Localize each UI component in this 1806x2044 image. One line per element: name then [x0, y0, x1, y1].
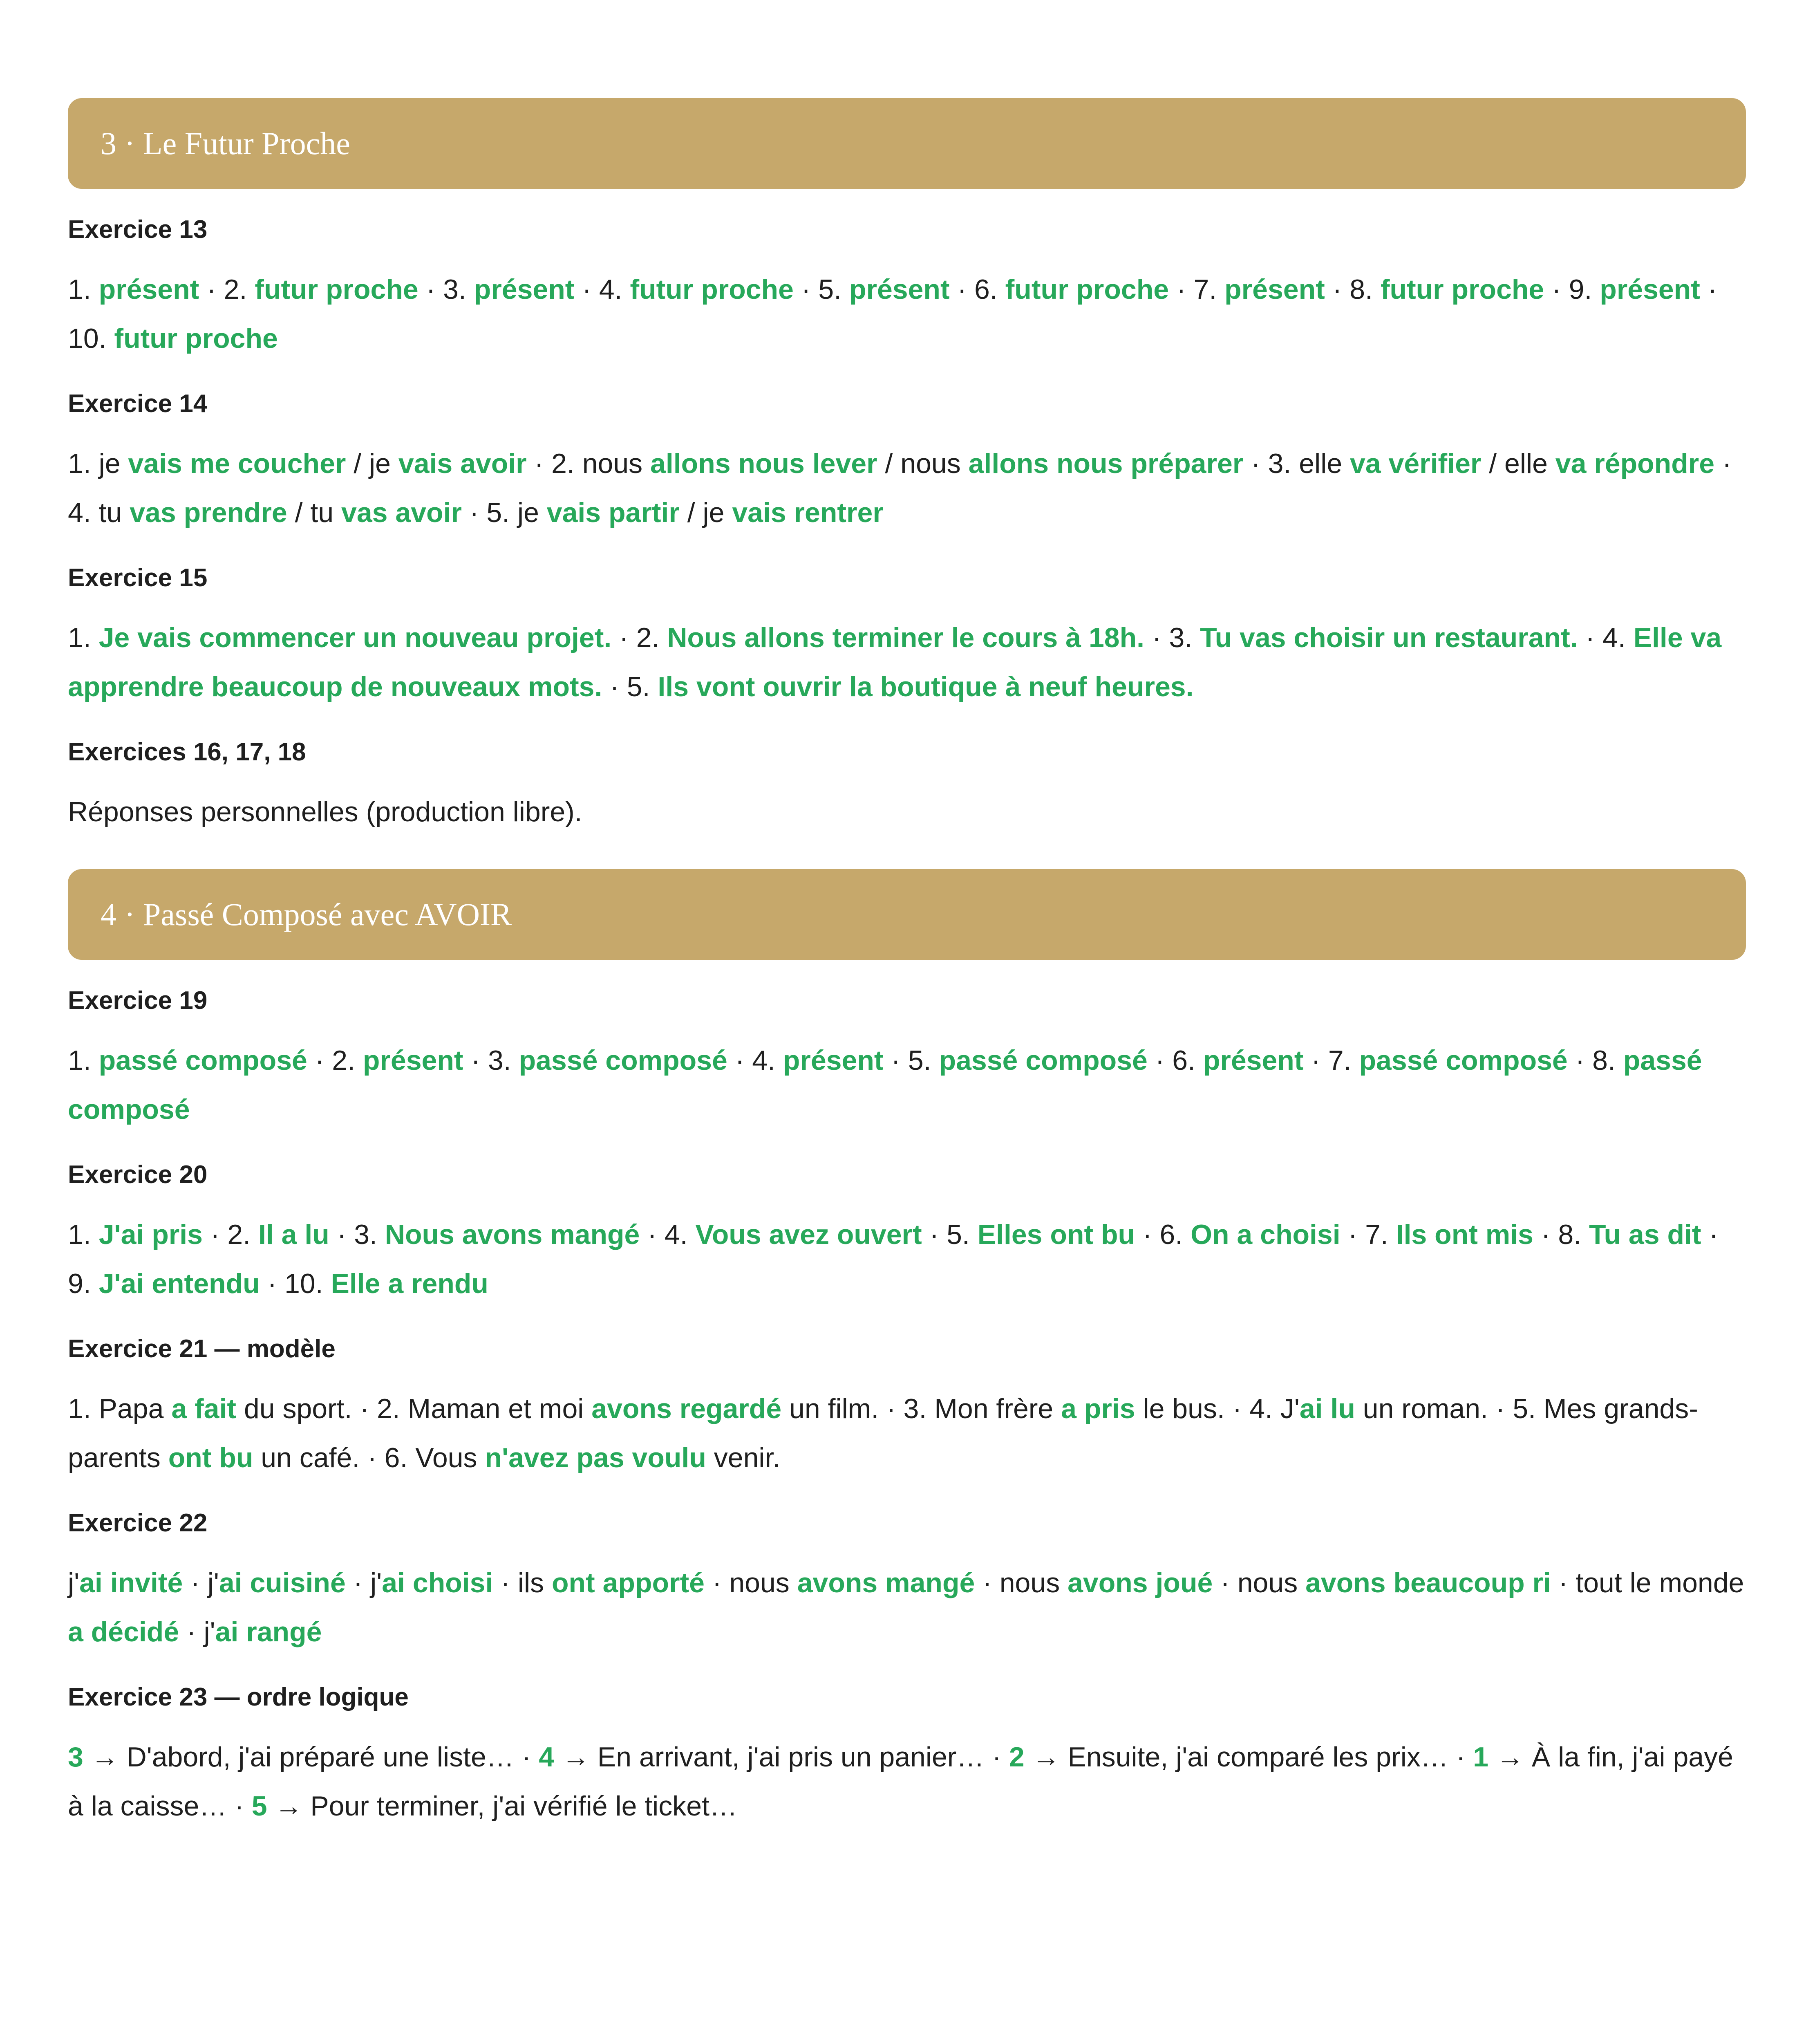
- prompt-text: venir.: [706, 1442, 781, 1473]
- prompt-text: · nous: [1213, 1567, 1306, 1598]
- answer-text: passé composé: [98, 1045, 307, 1076]
- exercise-title: Exercice 22: [68, 1509, 208, 1537]
- answer-text: 2: [1009, 1741, 1025, 1773]
- prompt-text: → En arrivant, j'ai pris un panier… ·: [554, 1741, 1009, 1773]
- prompt-text: 1. je: [68, 448, 128, 479]
- answer-text: va répondre: [1555, 448, 1715, 479]
- prompt-text: · 2.: [202, 1219, 258, 1250]
- prompt-text: · 5.: [883, 1045, 939, 1076]
- answer-text: vas avoir: [341, 497, 462, 528]
- answer-text: 3: [68, 1741, 83, 1773]
- prompt-text: · 7.: [1340, 1219, 1396, 1250]
- prompt-text: · 7.: [1303, 1045, 1359, 1076]
- answer-text: présent: [1224, 274, 1325, 305]
- answer-text: J'ai entendu: [98, 1268, 260, 1299]
- answer-text: ont bu: [168, 1442, 253, 1473]
- prompt-text: · 4.: [727, 1045, 783, 1076]
- answer-text: avons joué: [1067, 1567, 1213, 1598]
- prompt-text: / je: [346, 448, 398, 479]
- exercise-title: Exercice 20: [68, 1161, 208, 1189]
- prompt-text: · 6.: [1147, 1045, 1203, 1076]
- prompt-text: · 4. tu: [68, 448, 1732, 528]
- page-content: [68, 98, 1746, 1831]
- prompt-text: · 8.: [1533, 1219, 1589, 1250]
- prompt-text: j': [68, 1567, 80, 1598]
- prompt-text: Réponses personnelles (production libre).: [68, 796, 582, 827]
- answer-text: allons nous préparer: [968, 448, 1244, 479]
- prompt-text: · nous: [975, 1567, 1068, 1598]
- prompt-text: 1.: [68, 1045, 99, 1076]
- answer-text: n'avez pas voulu: [485, 1442, 706, 1473]
- answer-text: vais rentrer: [732, 497, 884, 528]
- prompt-text: 1.: [68, 622, 99, 653]
- prompt-text: · 2. nous: [526, 448, 651, 479]
- prompt-text: · 3.: [329, 1219, 385, 1250]
- exercise-answers: [68, 1384, 1746, 1482]
- prompt-text: · 5. je: [461, 497, 547, 528]
- answer-text: Ils vont ouvrir la boutique à neuf heures.: [658, 671, 1194, 702]
- answer-text: Ils ont mis: [1396, 1219, 1533, 1250]
- prompt-text: · 2.: [611, 622, 667, 653]
- prompt-text: un café. · 6. Vous: [253, 1442, 485, 1473]
- prompt-text: · 6.: [949, 274, 1005, 305]
- answer-text: présent: [1203, 1045, 1304, 1076]
- answer-text: présent: [849, 274, 950, 305]
- answer-text: J'ai pris: [98, 1219, 203, 1250]
- prompt-text: · j': [179, 1616, 215, 1647]
- answer-text: allons nous lever: [650, 448, 877, 479]
- prompt-text: · 3.: [463, 1045, 519, 1076]
- answer-text: ai invité: [79, 1567, 183, 1598]
- answer-text: vas prendre: [130, 497, 287, 528]
- prompt-text: · ils: [493, 1567, 552, 1598]
- answer-text: présent: [1600, 274, 1700, 305]
- answer-text: passé composé: [519, 1045, 727, 1076]
- answer-text: a pris: [1061, 1393, 1135, 1424]
- answer-text: ont apporté: [551, 1567, 705, 1598]
- exercise-title: Exercice 13: [68, 215, 208, 244]
- answer-text: Je vais commencer un nouveau projet.: [98, 622, 612, 653]
- prompt-text: · 7.: [1169, 274, 1225, 305]
- prompt-text: · 9.: [68, 1219, 1719, 1299]
- prompt-text: du sport. · 2. Maman et moi: [236, 1393, 592, 1424]
- answer-text: Elle va apprendre beaucoup de nouveaux mots.: [68, 622, 1722, 702]
- prompt-text: un film. · 3. Mon frère: [781, 1393, 1061, 1424]
- exercise-answers: [68, 1036, 1746, 1134]
- section-header-passe-compose: [68, 869, 1746, 960]
- prompt-text: · 4.: [574, 274, 630, 305]
- exercise-answers: [68, 439, 1746, 537]
- answer-text: futur proche: [1380, 274, 1544, 305]
- answer-text: 1: [1473, 1741, 1489, 1773]
- exercise-answers: [68, 1558, 1746, 1656]
- prompt-text: · nous: [704, 1567, 797, 1598]
- answer-text: avons mangé: [797, 1567, 975, 1598]
- prompt-text: → Pour terminer, j'ai vérifié le ticket…: [267, 1791, 737, 1822]
- exercise-title: Exercice 21 — modèle: [68, 1335, 336, 1363]
- prompt-text: · 4.: [640, 1219, 696, 1250]
- answer-text: Elles ont bu: [977, 1219, 1135, 1250]
- prompt-text: le bus. · 4. J': [1135, 1393, 1300, 1424]
- exercise-answers: [68, 1732, 1746, 1831]
- prompt-text: · 6.: [1135, 1219, 1191, 1250]
- exercise-title: Exercices 16, 17, 18: [68, 738, 306, 766]
- exercise-title: Exercice 23 — ordre logique: [68, 1683, 409, 1711]
- prompt-text: · 3. elle: [1243, 448, 1350, 479]
- prompt-text: / nous: [877, 448, 969, 479]
- answer-text: présent: [783, 1045, 884, 1076]
- answer-text: 4: [539, 1741, 555, 1773]
- answer-text: Nous allons terminer le cours à 18h.: [667, 622, 1145, 653]
- answer-text: présent: [474, 274, 575, 305]
- answer-text: On a choisi: [1191, 1219, 1341, 1250]
- answer-text: présent: [363, 1045, 463, 1076]
- answer-text: Vous avez ouvert: [695, 1219, 922, 1250]
- answer-text: Elle a rendu: [331, 1268, 488, 1299]
- prompt-text: un roman. · 5. Mes grands-parents: [68, 1393, 1698, 1473]
- prompt-text: · j': [183, 1567, 219, 1598]
- section-title: 4 · Passé Composé avec AVOIR: [101, 896, 512, 932]
- answer-text: Tu vas choisir un restaurant.: [1200, 622, 1578, 653]
- exercise-answers: [68, 787, 1746, 836]
- answer-text: ai choisi: [382, 1567, 493, 1598]
- prompt-text: · 5.: [922, 1219, 978, 1250]
- answer-text: futur proche: [255, 274, 418, 305]
- answer-text: a fait: [171, 1393, 237, 1424]
- answer-text: ai rangé: [215, 1616, 322, 1647]
- answer-text: Il a lu: [258, 1219, 329, 1250]
- prompt-text: · 10.: [68, 274, 1717, 354]
- answer-text: ai cuisiné: [219, 1567, 346, 1598]
- prompt-text: / elle: [1481, 448, 1555, 479]
- prompt-text: → D'abord, j'ai préparé une liste… ·: [83, 1741, 539, 1773]
- prompt-text: · 5.: [602, 671, 658, 702]
- answer-text: futur proche: [630, 274, 794, 305]
- prompt-text: / tu: [287, 497, 342, 528]
- exercise-title: Exercice 14: [68, 390, 208, 418]
- prompt-text: · j': [345, 1567, 382, 1598]
- prompt-text: 1. Papa: [68, 1393, 172, 1424]
- answer-text: Nous avons mangé: [385, 1219, 640, 1250]
- prompt-text: · 3.: [1144, 622, 1200, 653]
- section-header-futur-proche: [68, 98, 1746, 189]
- answer-text: futur proche: [114, 323, 278, 354]
- answer-text: présent: [98, 274, 199, 305]
- answer-text: a décidé: [68, 1616, 179, 1647]
- exercise-title: Exercice 19: [68, 986, 208, 1015]
- answer-text: passé composé: [68, 1045, 1702, 1125]
- prompt-text: → Ensuite, j'ai comparé les prix… ·: [1024, 1741, 1473, 1773]
- answer-text: va vérifier: [1350, 448, 1482, 479]
- prompt-text: · 8.: [1567, 1045, 1623, 1076]
- answer-text: passé composé: [939, 1045, 1148, 1076]
- answer-text: 5: [251, 1791, 267, 1822]
- prompt-text: / je: [679, 497, 732, 528]
- section-title: 3 · Le Futur Proche: [101, 126, 350, 161]
- prompt-text: · 5.: [793, 274, 849, 305]
- prompt-text: 1.: [68, 274, 99, 305]
- prompt-text: · 8.: [1325, 274, 1381, 305]
- answer-text: avons regardé: [591, 1393, 782, 1424]
- prompt-text: · 4.: [1578, 622, 1634, 653]
- exercise-answers: [68, 1210, 1746, 1308]
- prompt-text: · 9.: [1544, 274, 1600, 305]
- prompt-text: · 2.: [307, 1045, 363, 1076]
- answer-text: vais partir: [546, 497, 680, 528]
- exercise-answers: [68, 613, 1746, 711]
- prompt-text: 1.: [68, 1219, 99, 1250]
- answer-text: passé composé: [1359, 1045, 1568, 1076]
- exercise-title: Exercice 15: [68, 564, 208, 592]
- answer-text: vais avoir: [398, 448, 527, 479]
- prompt-text: · tout le monde: [1551, 1567, 1744, 1598]
- prompt-text: · 3.: [418, 274, 474, 305]
- answer-text: ai lu: [1299, 1393, 1355, 1424]
- prompt-text: · 10.: [260, 1268, 331, 1299]
- answer-text: Tu as dit: [1589, 1219, 1701, 1250]
- answer-text: avons beaucoup ri: [1305, 1567, 1551, 1598]
- prompt-text: → À la fin, j'ai payé à la caisse… ·: [68, 1741, 1733, 1822]
- answer-text: futur proche: [1005, 274, 1169, 305]
- exercise-answers: [68, 265, 1746, 363]
- prompt-text: · 2.: [199, 274, 255, 305]
- answer-text: vais me coucher: [128, 448, 346, 479]
